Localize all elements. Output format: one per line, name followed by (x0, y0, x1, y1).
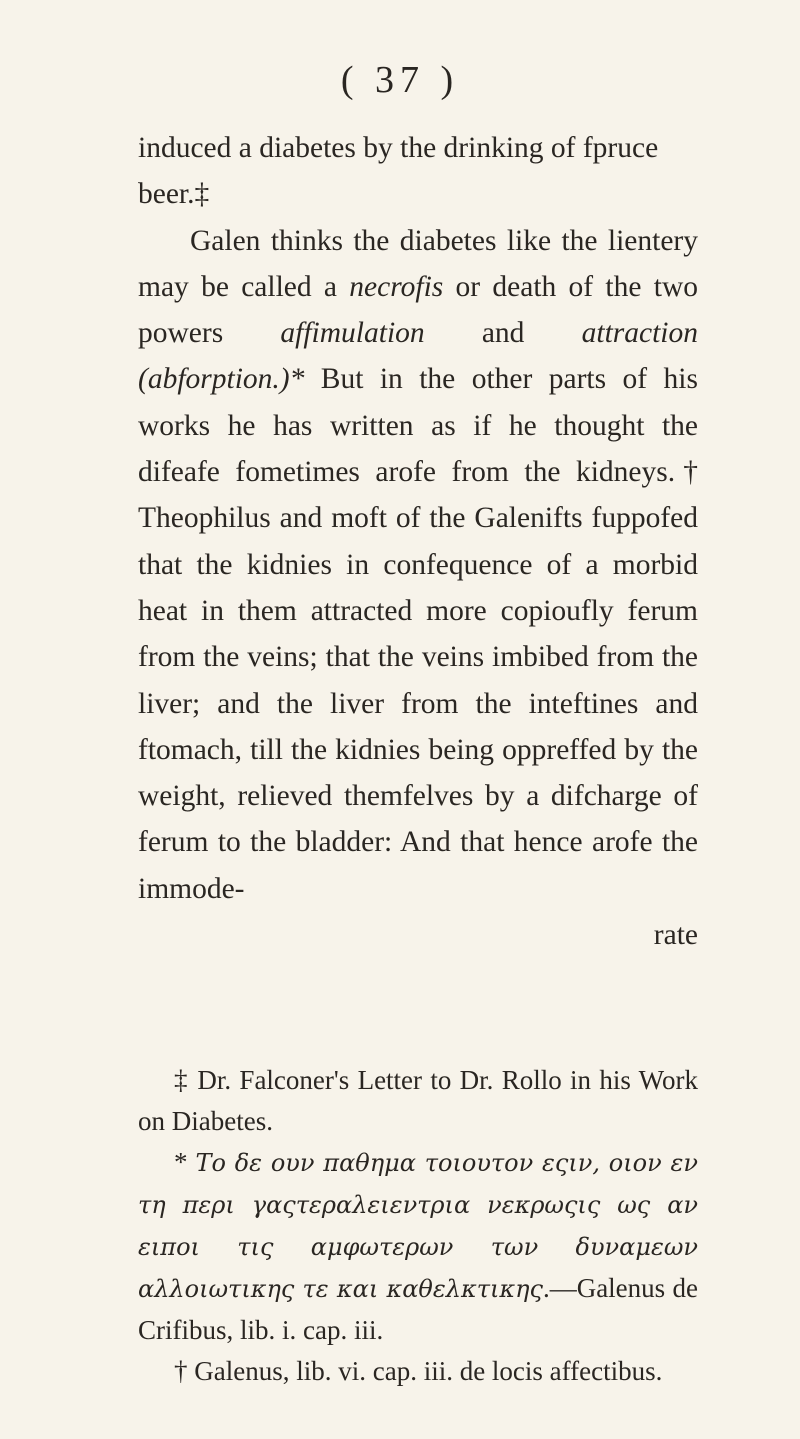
paragraph-2 (138, 218, 698, 912)
paragraph-1-line-2: beer.‡ (138, 178, 210, 211)
footnote-asterisk (138, 1142, 698, 1351)
catchword: rate (653, 919, 698, 952)
footnotes (138, 1060, 698, 1392)
footnote-asterisk-citation: .—Galenus de Crifibus, lib. i. cap. iii. (138, 1273, 699, 1345)
greek-quotation: Το δε ουν παθημα τοιουτον εςιν, οιον εν τη περι γαςτεραλειεντρια νεκρωςις ως αν ειποι τις αμφωτερων των δυναμεων αλλοιωτικης τε και καθελκτικης (138, 1149, 698, 1303)
body-text (138, 125, 698, 958)
term-assimilation: affimulation (280, 317, 425, 350)
term-attraction: attraction (abforption.)* (138, 317, 698, 396)
footnote-asterisk-mark: * (174, 1147, 196, 1177)
page-number: ( 37 ) (340, 59, 460, 101)
paragraph-1 (138, 125, 698, 218)
paragraph-1-line-1: induced a diabetes by the drinking of fpruce (138, 132, 659, 164)
paragraph-2-text-c: and (424, 317, 582, 350)
paragraph-2-text-b: or death of the two powers (138, 270, 698, 350)
paragraph-2-text-a: Galen thinks the diabetes like the lientery may be called a (138, 224, 698, 303)
footnote-dagger-double: ‡ Dr. Falconer's Letter to Dr. Rollo in his Work on Diabetes. (138, 1065, 698, 1136)
paragraph-2-text-d: But in the other parts of his works he has written as if he thought the difeafe fometimes arofe from the kidneys.† Theophilus and moft of the Galenifts fuppofed that the kidnies in confequence of a morbid heat in them attracted more copioufly ferum from the veins; that the veins imbibed from the liver; and the liver from the inteftines and ftomach, till the kidnies being oppreffed by the weight, relieved themfelves by a difcharge of ferum to the bladder: And that hence arofe the immode- (138, 363, 698, 905)
footnote-dagger: † Galenus, lib. vi. cap. iii. de locis affectibus. (174, 1356, 663, 1386)
term-necrosis: necrofis (349, 270, 444, 303)
